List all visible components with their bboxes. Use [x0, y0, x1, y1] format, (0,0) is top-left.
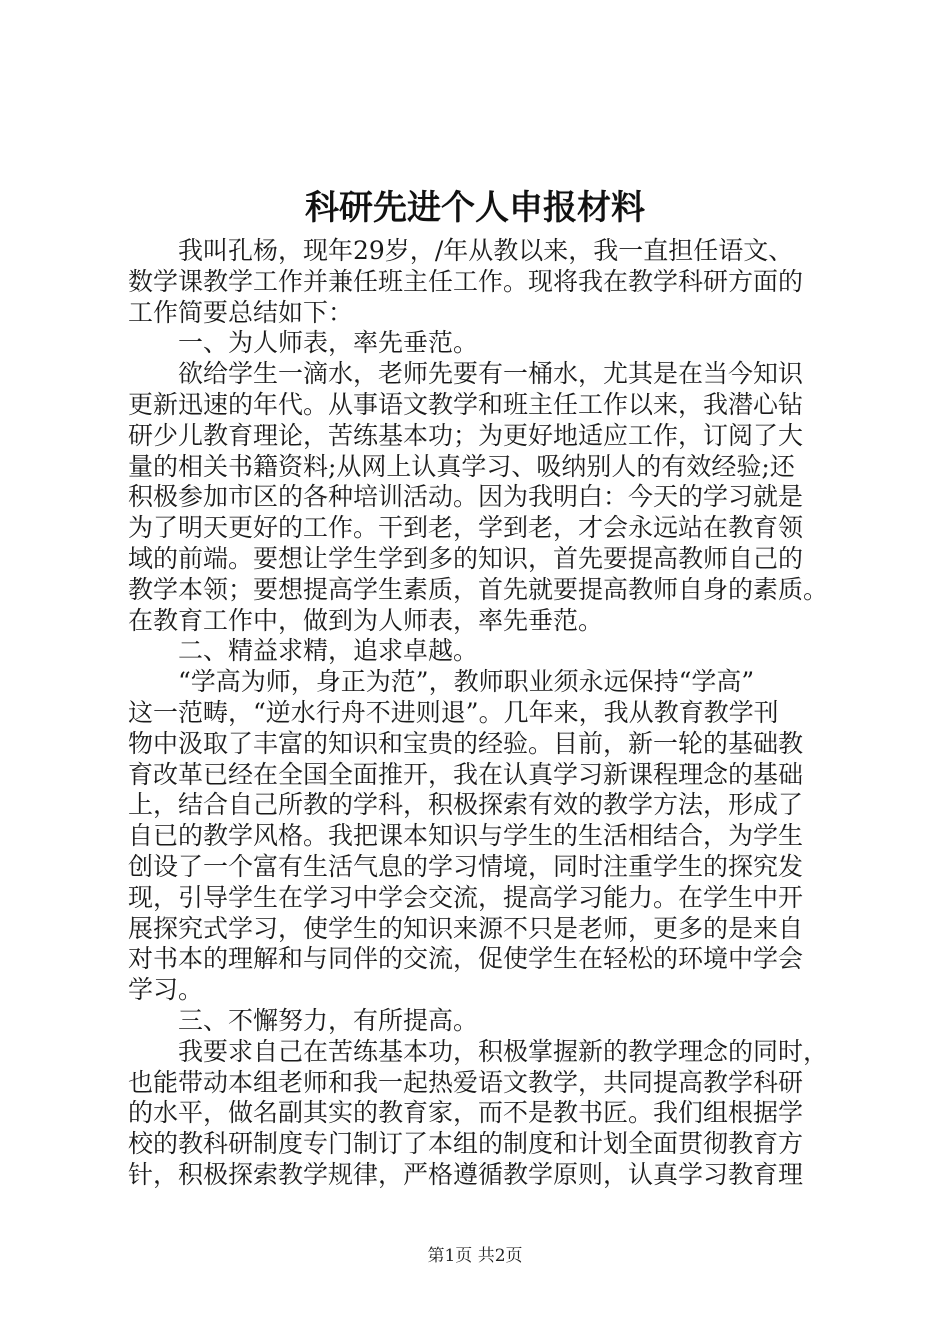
- body-line: 创设了一个富有生活气息的学习情境，同时注重学生的探究发: [128, 851, 804, 881]
- body-line: 针，积极探索教学规律，严格遵循教学原则，认真学习教育理: [128, 1159, 804, 1189]
- body-line: 为了明天更好的工作。干到老，学到老，才会永远站在教育领: [128, 513, 804, 543]
- body-line: 一、为人师表，率先垂范。: [128, 328, 479, 358]
- body-line: 育改革已经在全国全面推开，我在认真学习新课程理念的基础: [128, 759, 804, 789]
- body-line: 更新迅速的年代。从事语文教学和班主任工作以来，我潜心钻: [128, 389, 804, 419]
- document-body: [128, 236, 828, 1191]
- document-title: 科研先进个人申报材料: [305, 188, 645, 228]
- body-line: “学高为师，身正为范”，教师职业须永远保持“学高”: [128, 667, 755, 697]
- body-line: 研少儿教育理论，苦练基本功；为更好地适应工作，订阅了大: [128, 420, 804, 450]
- body-line: 我叫孔杨，现年29岁，/年从教以来，我一直担任语文、: [128, 236, 794, 265]
- body-line: 量的相关书籍资料;从网上认真学习、吸纳别人的有效经验;还: [128, 451, 795, 481]
- body-line: 自已的教学风格。我把课本知识与学生的生活相结合，为学生: [128, 821, 804, 851]
- body-line: 的水平，做名副其实的教育家，而不是教书匠。我们组根据学: [128, 1098, 804, 1128]
- body-line: 也能带动本组老师和我一起热爱语文教学，共同提高教学科研: [128, 1067, 804, 1097]
- body-line: 校的教科研制度专门制订了本组的制度和计划全面贯彻教育方: [128, 1129, 804, 1159]
- body-line: 三、不懈努力，有所提高。: [128, 1005, 479, 1035]
- body-line: 域的前端。要想让学生学到多的知识，首先要提高教师自己的: [128, 543, 804, 573]
- body-line: 数学课教学工作并兼任班主任工作。现将我在教学科研方面的: [128, 266, 804, 296]
- body-line: 欲给学生一滴水，老师先要有一桶水，尤其是在当今知识: [128, 359, 804, 389]
- body-line: 现，引导学生在学习中学会交流，提高学习能力。在学生中开: [128, 882, 804, 912]
- page-footer: 第1页 共2页: [427, 1246, 523, 1266]
- body-line: 物中汲取了丰富的知识和宝贵的经验。目前，新一轮的基础教: [128, 728, 804, 758]
- body-line: 上，结合自己所教的学科，积极探索有效的教学方法，形成了: [128, 790, 804, 820]
- body-line: 我要求自己在苦练基本功，积极掌握新的教学理念的同时，: [128, 1036, 829, 1066]
- body-line: 在教育工作中，做到为人师表，率先垂范。: [128, 605, 604, 635]
- body-line: 二、精益求精，追求卓越。: [128, 636, 479, 666]
- body-line: 展探究式学习，使学生的知识来源不只是老师，更多的是来自: [128, 913, 804, 943]
- body-line: 工作简要总结如下：: [128, 297, 354, 327]
- body-line: 教学本领；要想提高学生素质，首先就要提高教师自身的素质。: [128, 574, 829, 604]
- body-line: 学习。: [128, 975, 204, 1005]
- body-line: 这一范畴，“逆水行舟不进则退”。几年来，我从教育教学刊: [128, 697, 779, 727]
- body-line: 积极参加市区的各种培训活动。因为我明白：今天的学习就是: [128, 482, 804, 512]
- body-line: 对书本的理解和与同伴的交流，促使学生在轻松的环境中学会: [128, 944, 804, 974]
